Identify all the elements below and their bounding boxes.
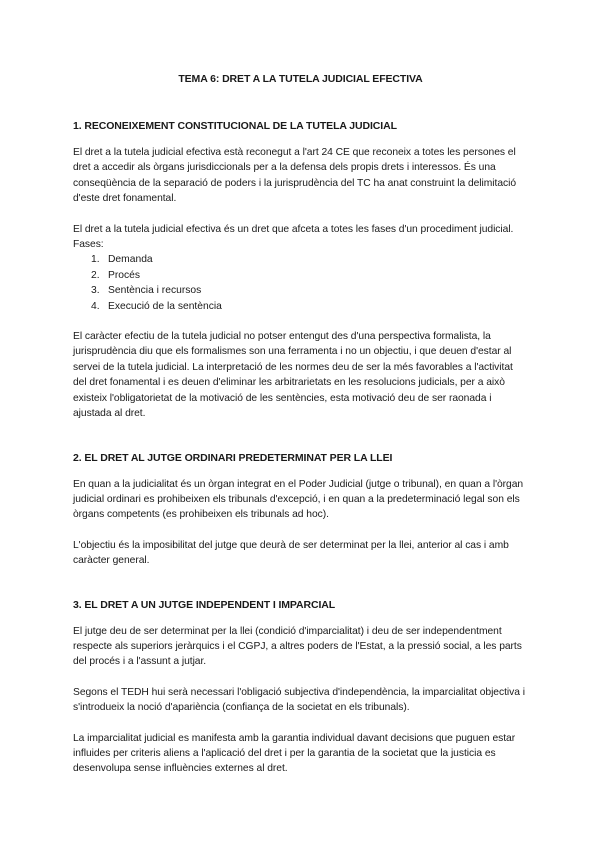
phases-list (73, 252, 528, 314)
section-independent-judge (73, 598, 528, 777)
list-item (73, 268, 528, 283)
paragraph: El dret a la tutela judicial efectiva està reconegut a l'art 24 CE que reconeix a totes les persones el dret a accedir als òrgans jurisdiccionals per a la defensa dels propis drets i interessos. És una conseqüència de la separació de poders i la jurisprudència del TC ha anat construint la delimitació d'este dret fonamental. (73, 147, 517, 205)
document-title: TEMA 6: DRET A LA TUTELA JUDICIAL EFECTIVA (178, 73, 423, 85)
list-number: 1. (91, 254, 100, 266)
paragraph: El dret a la tutela judicial efectiva és un dret que afceta a totes les fases d'un procediment judicial. Fases: (73, 223, 514, 251)
paragraph: La imparcialitat judicial es manifesta amb la garantia individual davant decisions que puguen estar influides per criteris aliens a l'aplicació del dret i per la garantia de la societat que la justicia es desenvolupa sense influències externes al dret. (73, 732, 516, 775)
list-number: 3. (91, 285, 100, 297)
section-heading: 2. EL DRET AL JUTGE ORDINARI PREDETERMINAT PER LA LLEI (73, 451, 393, 464)
paragraph: El caràcter efectiu de la tutela judicial no potser entengut des d'una perspectiva formalista, la jurisprudència diu que els formalismes son una ferramenta i no un objectiu, i que deuen d'estar al servei de la tutela judicial. La interpretació de les normes deu de ser la més favorables a l'activitat del dret fonamental i es deuen d'eliminar les arbitrarietats en les resolucions judicials, per a això existeix l'obligatorietat de la motivació de les sentències, esta motivació deu de ser raonada i ajustada al dret. (73, 331, 513, 420)
list-item-label: Demanda (108, 254, 153, 266)
list-number: 4. (91, 300, 100, 312)
list-item-label: Procés (108, 269, 141, 281)
paragraph: L'objectiu és la imposibilitat del jutge que deurà de ser determinat per la llei, anterior al cas i amb caràcter general. (73, 539, 509, 567)
paragraph: En quan a la judicialitat és un òrgan integrat en el Poder Judicial (jutge o tribunal), en quan a l'òrgan judicial ordinari es prohibeixen els tribunals d'excepció, i en quan a la predeterminació legal son els òrgans competents (es prohibeixen els tribunals ad hoc). (73, 478, 524, 521)
list-item-label: Sentència i recursos (108, 285, 202, 297)
list-item-label: Execució de la sentència (108, 300, 222, 312)
paragraph: Segons el TEDH hui serà necessari l'obligació subjectiva d'independència, la imparcialitat objectiva i s'introdueix la noció d'apariència (confiança de la societat en els tribunals). (73, 686, 525, 714)
section-ordinary-judge (73, 451, 528, 569)
section-heading: 3. EL DRET A UN JUTGE INDEPENDENT I IMPARCIAL (73, 598, 336, 611)
list-item (73, 299, 528, 314)
section-constitutional-recognition (73, 119, 528, 422)
paragraph: El jutge deu de ser determinat per la llei (condició d'imparcialitat) i deu de ser independentment respecte als superiors jeràrquics i el CGPJ, a altres poders de l'Estat, a la pressió social, a les parts del procés i a l'assunt a jutjar. (73, 625, 522, 668)
section-heading: 1. RECONEIXEMENT CONSTITUCIONAL DE LA TUTELA JUDICIAL (73, 120, 397, 132)
list-item (73, 252, 528, 267)
list-number: 2. (91, 269, 100, 281)
list-item (73, 283, 528, 298)
